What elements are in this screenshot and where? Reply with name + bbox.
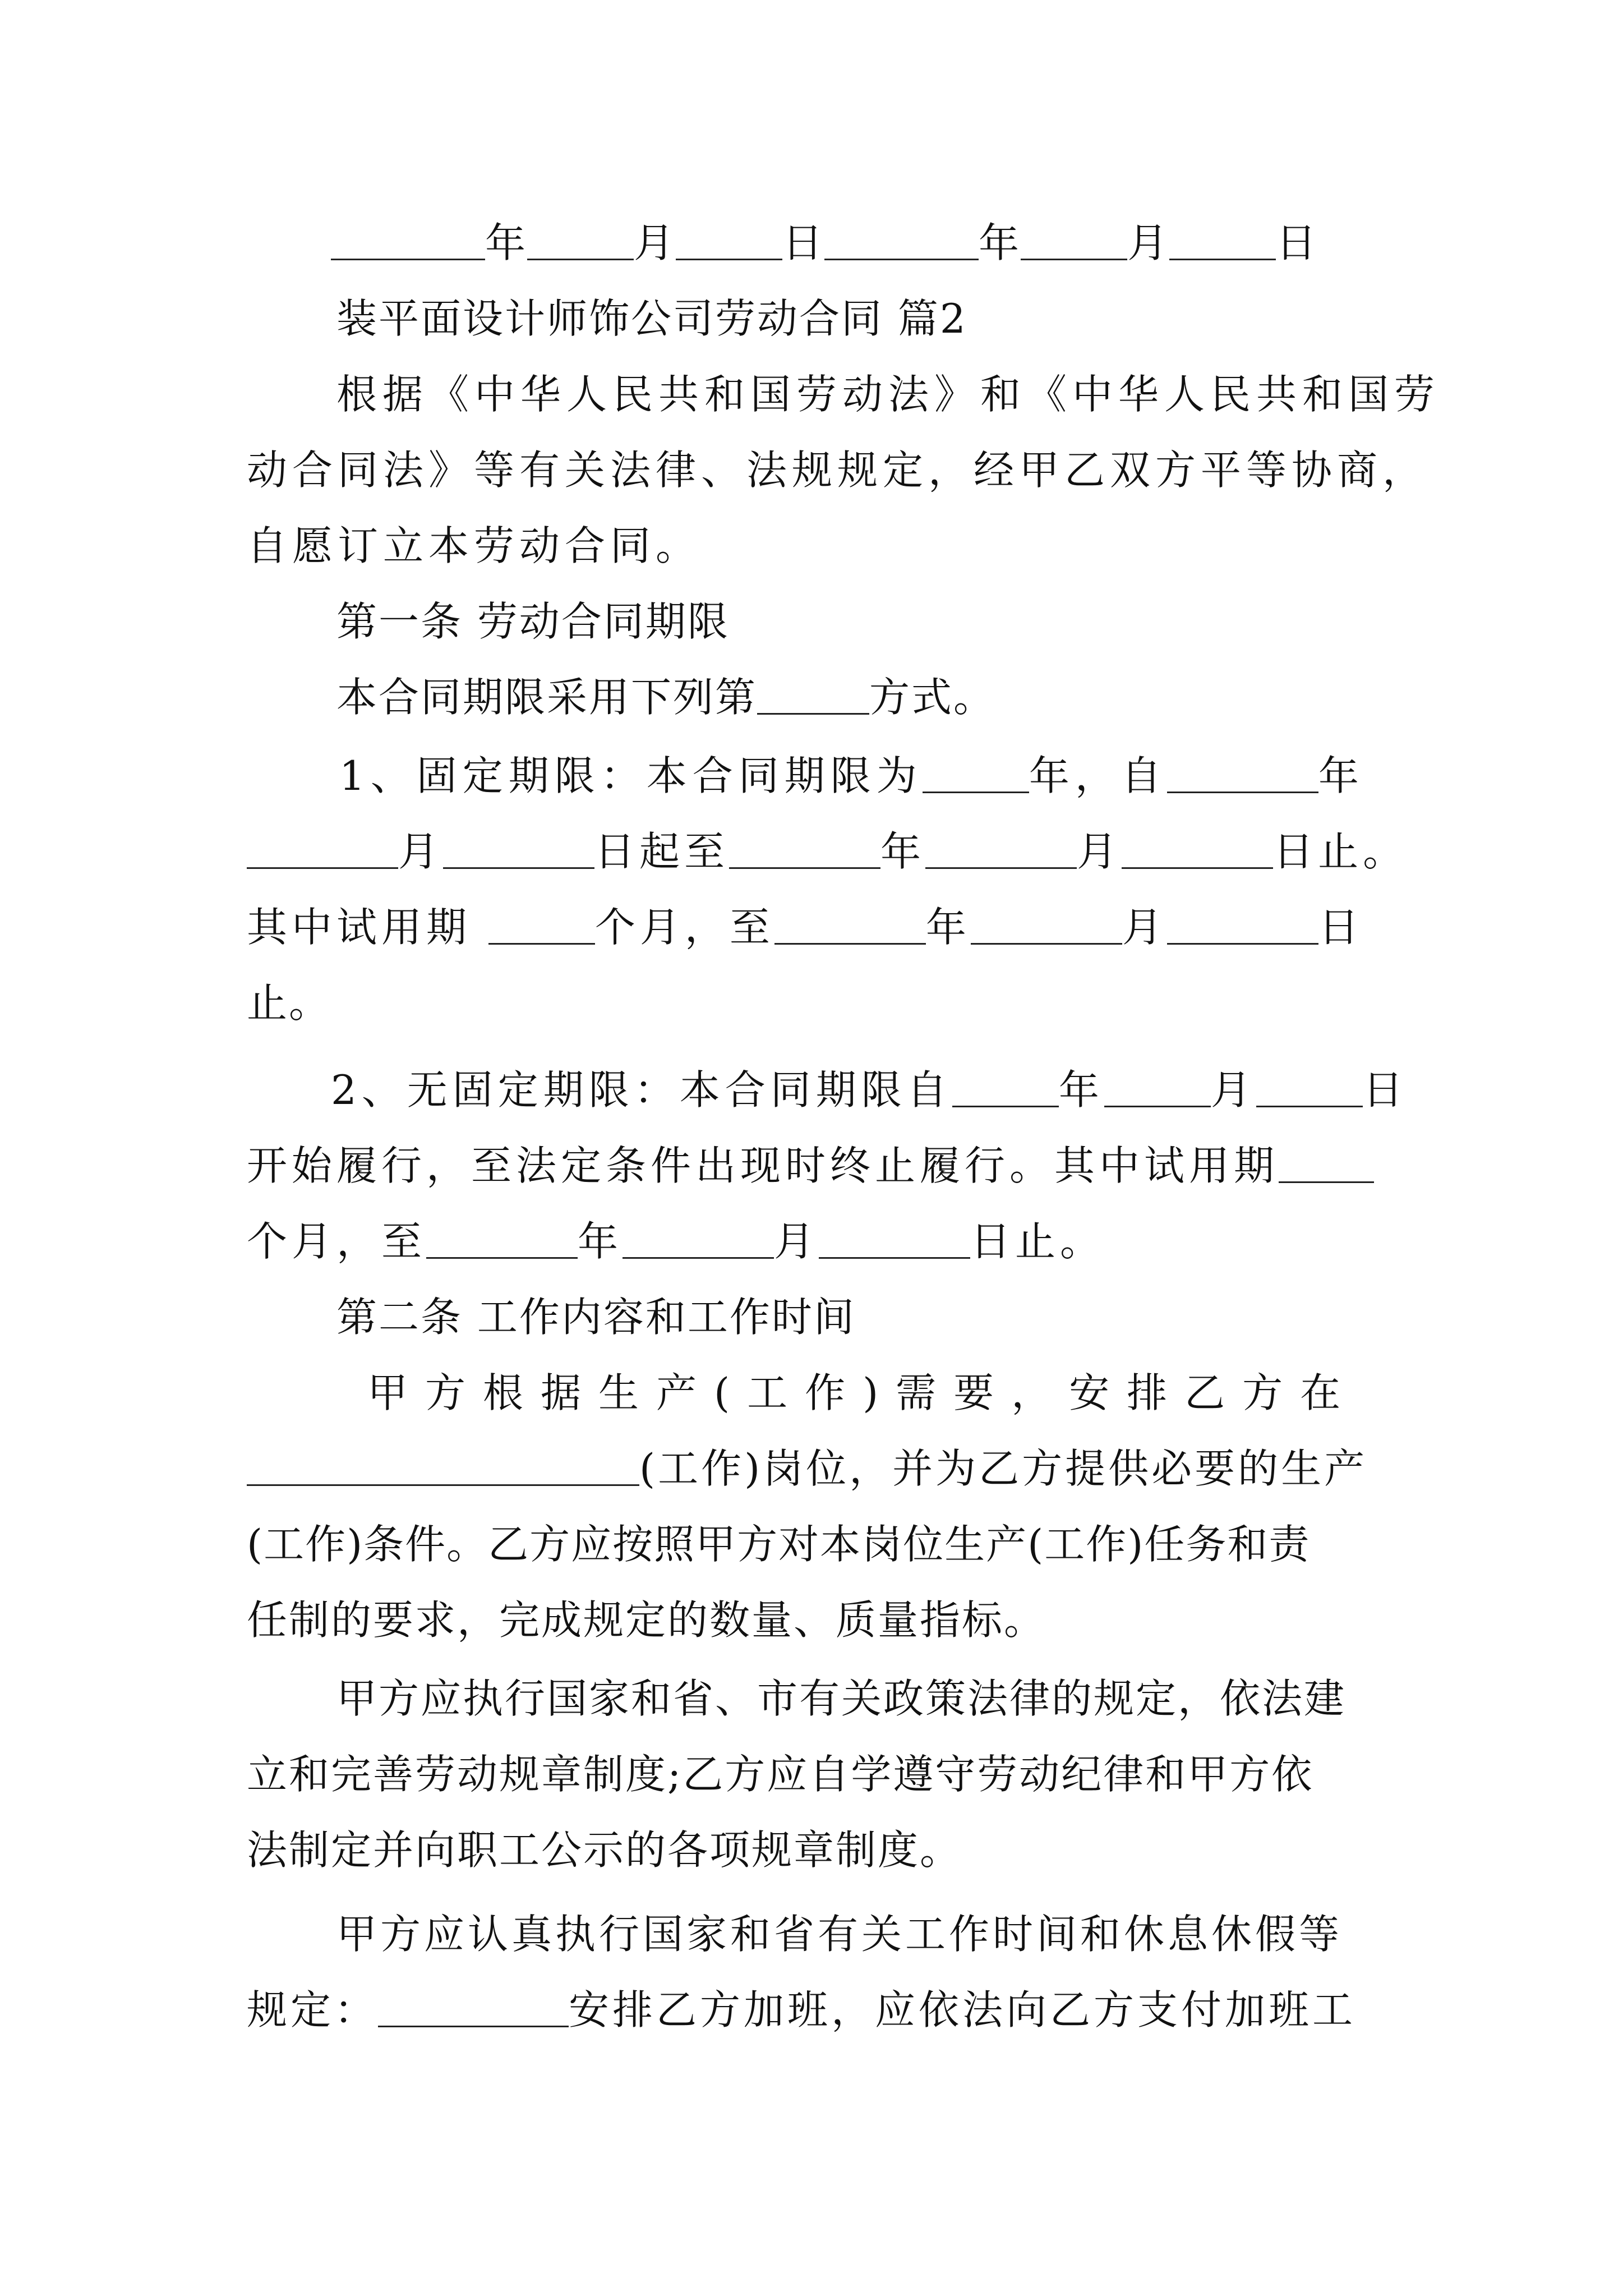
- text-segment: 月: [1210, 1066, 1256, 1114]
- blank-field: [1169, 219, 1276, 260]
- text-segment: 其中试用期: [247, 904, 488, 951]
- intro-line: 根据《中华人民共和国劳动法》和《中华人民共和国劳: [336, 371, 1441, 418]
- blank-field: [1122, 828, 1273, 869]
- blank-field: [971, 904, 1122, 945]
- text-segment: 方式。: [869, 674, 996, 721]
- blank-field: [1167, 752, 1318, 793]
- text-segment: 年: [578, 1218, 623, 1265]
- hours-line: [247, 1983, 1380, 2037]
- text-segment: 规定：: [247, 1986, 379, 2033]
- intro-line: 自愿订立本劳动合同。: [247, 522, 702, 569]
- text-segment: 安排乙方加班，应依法向乙方支付加班工: [569, 1986, 1357, 2033]
- text-segment: 年: [1058, 1066, 1104, 1114]
- text-segment: 年: [880, 828, 926, 875]
- year-label: 年: [979, 219, 1021, 266]
- text-segment: (工作)岗位，并为乙方提供必要的生产: [639, 1445, 1368, 1492]
- blank-field: [623, 1218, 774, 1259]
- fixed-term-line: 止。: [247, 979, 331, 1027]
- text-segment: 年: [1318, 752, 1364, 799]
- text-segment: 月: [1077, 828, 1122, 875]
- intro-line: 动合同法》等有关法律、法规规定，经甲乙双方平等协商，: [247, 447, 1428, 494]
- blank-field: [923, 752, 1029, 793]
- text-segment: 1、固定期限：本合同期限为: [339, 752, 923, 799]
- blank-field: [819, 1218, 970, 1259]
- open-term-line: [247, 1214, 1380, 1268]
- text-segment: 年: [925, 904, 971, 951]
- text-segment: 日止。: [1273, 828, 1408, 875]
- fixed-term-line: [339, 749, 1472, 803]
- text-segment: 本合同期限采用下列第: [336, 674, 758, 721]
- term-mode-line: [336, 670, 1469, 724]
- duty-line: 甲方根据生产(工作)需要，安排乙方在: [367, 1369, 1358, 1416]
- day-label: 日: [1276, 219, 1318, 266]
- month-label: 月: [1127, 219, 1170, 266]
- text-segment: 个月，至: [247, 1218, 427, 1265]
- blank-field: [952, 1066, 1059, 1107]
- blank-field: [1104, 1066, 1211, 1107]
- blank-field: [676, 219, 782, 260]
- blank-field: [824, 219, 979, 260]
- open-term-line: [331, 1063, 1464, 1117]
- blank-field: [1167, 904, 1318, 945]
- text-segment: 日: [1318, 904, 1363, 951]
- blank-field: [757, 674, 869, 715]
- blank-field: [378, 1986, 569, 2027]
- blank-field: [247, 828, 398, 869]
- section-title: 装平面设计师饰公司劳动合同 篇2: [336, 295, 967, 342]
- month-label: 月: [634, 219, 676, 266]
- blank-field: [426, 1218, 578, 1259]
- day-label: 日: [782, 219, 825, 266]
- open-term-line: [247, 1139, 1380, 1193]
- blank-field: [925, 828, 1077, 869]
- fixed-term-line: [247, 825, 1408, 878]
- text-segment: 个月，至: [594, 904, 774, 951]
- text-segment: 月: [398, 828, 444, 875]
- fixed-term-line: [247, 900, 1380, 954]
- text-segment: 2、无固定期限：本合同期限自: [331, 1066, 952, 1114]
- article-heading: 第二条 工作内容和工作时间: [336, 1294, 856, 1341]
- blank-field: [331, 219, 485, 260]
- text-segment: 日: [1362, 1066, 1408, 1114]
- text-segment: 日止。: [970, 1218, 1105, 1265]
- text-segment: 月: [774, 1218, 819, 1265]
- text-segment: 年，自: [1029, 752, 1167, 799]
- rules-line: 立和完善劳动规章制度;乙方应自学遵守劳动纪律和甲方依: [247, 1751, 1314, 1798]
- text-segment: 日起至: [594, 828, 730, 875]
- date-line: [331, 216, 1464, 270]
- blank-field: [1279, 1142, 1374, 1183]
- text-segment: 月: [1122, 904, 1167, 951]
- year-label: 年: [485, 219, 528, 266]
- duty-line: 任制的要求，完成规定的数量、质量指标。: [247, 1596, 1046, 1644]
- duty-line: [247, 1442, 1380, 1496]
- rules-line: 甲方应执行国家和省、市有关政策法律的规定，依法建: [336, 1675, 1347, 1722]
- blank-field: [774, 904, 926, 945]
- blank-field: [1021, 219, 1127, 260]
- rules-line: 法制定并向职工公示的各项规章制度。: [247, 1826, 962, 1874]
- article-heading: 第一条 劳动合同期限: [336, 598, 730, 645]
- blank-field: [729, 828, 880, 869]
- blank-field: [527, 219, 634, 260]
- blank-field: [247, 1445, 639, 1486]
- blank-field: [488, 904, 595, 945]
- duty-line: (工作)条件。乙方应按照甲方对本岗位生产(工作)任务和责: [247, 1521, 1311, 1568]
- blank-field: [1256, 1066, 1363, 1107]
- text-segment: 开始履行，至法定条件出现时终止履行。其中试用期: [247, 1142, 1279, 1189]
- blank-field: [443, 828, 594, 869]
- hours-line: 甲方应认真执行国家和省有关工作时间和休息休假等: [336, 1911, 1343, 1958]
